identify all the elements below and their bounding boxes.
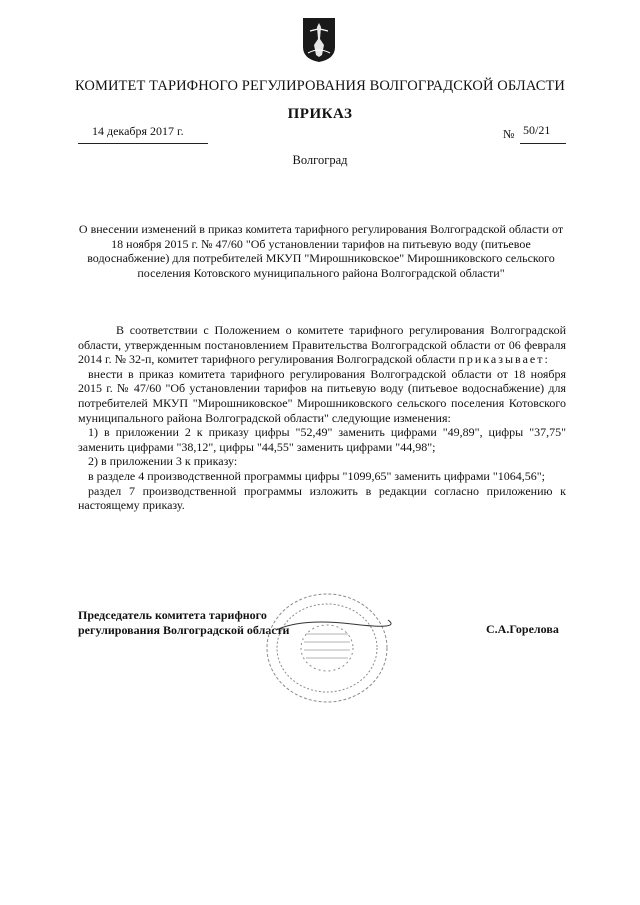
order-subject: О внесении изменений в приказ комитета тарифного регулирования Волгоградской области от 18 ноября 2015 г. № 47/60 "Об установлении тарифов на питьевую воду (питьевое водоснабжение) для потребителей МКУП "Мирошниковское" Мирошниковского сельского поселения Котовского муниципального района Волгоградской области" — [78, 222, 564, 280]
document-type: ПРИКАЗ — [287, 106, 353, 122]
preamble-text: В соответствии с Положением о комитете тарифного регулирования Волгоградской области, утвержденным постановлением Правительства Волгоградской области от 06 февраля 2014 г. № 32-п, комитет тарифного регулирования Волгоградской области — [78, 323, 566, 367]
city: Волгоград — [292, 153, 348, 167]
date-underline — [78, 143, 208, 144]
order-body — [78, 323, 566, 513]
signatory-name: С.А.Горелова — [486, 622, 559, 636]
orders-word: приказывает: — [458, 352, 550, 367]
order-number: 50/21 — [523, 123, 551, 137]
paragraph-item-1: 1) в приложении 2 к приказу цифры "52,49" заменить цифрами "49,89", цифры "37,75" заменить цифрами "38,12", цифры "44,55" заменить цифрами "44,98"; — [78, 425, 566, 454]
signatory-title-line2: регулирования Волгоградской области — [78, 622, 290, 637]
committee-name: КОМИТЕТ ТАРИФНОГО РЕГУЛИРОВАНИЯ ВОЛГОГРАДСКОЙ ОБЛАСТИ — [75, 78, 565, 94]
signatory-title-line1: Председатель комитета тарифного — [78, 608, 267, 622]
paragraph-section-7: раздел 7 производственной программы изложить в редакции согласно приложению к настоящему приказу. — [78, 483, 566, 513]
number-sign: № — [503, 127, 515, 141]
paragraph-amend: внести в приказ комитета тарифного регулирования Волгоградской области от 18 ноября 2015 г. № 47/60 "Об установлении тарифов на питьевую воду (питьевое водоснабжение) для потребителей МКУП "Мирошниковское" Мирошниковского сельского поселения Котовского муниципального района Волгоградской области" следующие изменения: — [78, 366, 566, 425]
seal-stamp-icon — [262, 590, 392, 706]
coat-of-arms-icon — [302, 17, 336, 63]
paragraph-section-4: в разделе 4 производственной программы цифры "1099,65" заменить цифрами "1064,56"; — [88, 468, 545, 483]
paragraph-item-2: 2) в приложении 3 к приказу: — [88, 454, 238, 469]
order-date: 14 декабря 2017 г. — [92, 124, 184, 138]
preamble-paragraph — [78, 323, 566, 367]
signatory-title — [78, 608, 289, 637]
number-underline — [520, 143, 566, 144]
